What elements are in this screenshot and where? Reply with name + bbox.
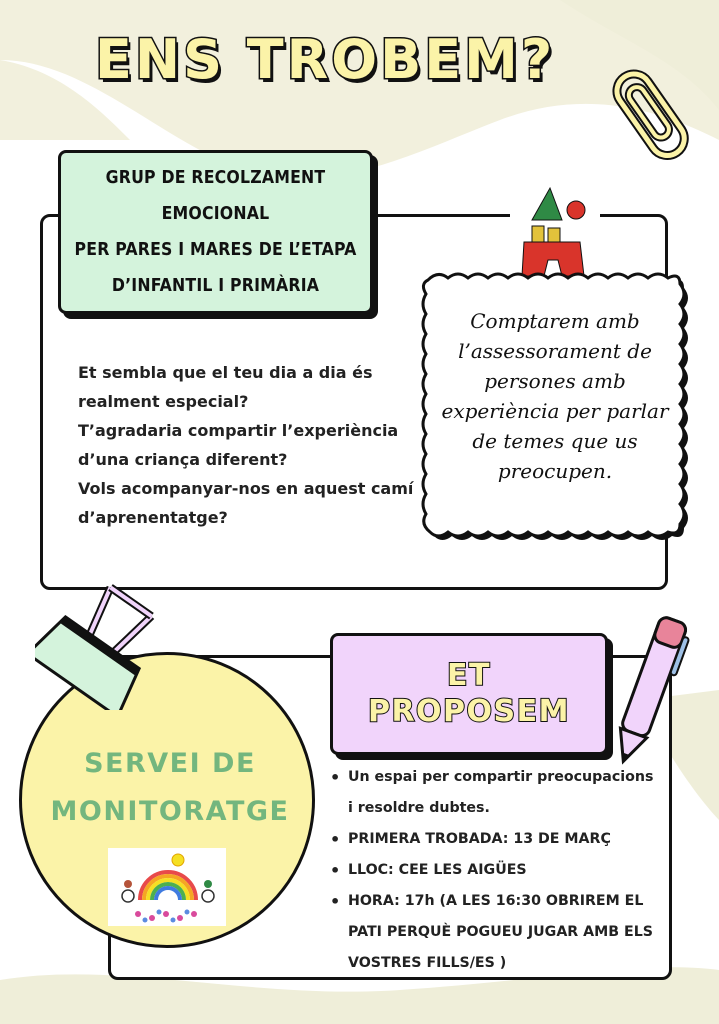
intro-line: T’agradaria compartir l’experiència d’una criança diferent? (78, 421, 399, 469)
binder-clip-icon (35, 582, 165, 710)
details-list (330, 762, 660, 979)
intro-line: Et sembla que el teu dia a dia és realment especial? (78, 363, 373, 411)
list-item: • Un espai per compartir preocupacions i resoldre dubtes. (330, 762, 660, 824)
list-item: • LLOC: CEE LES AIGÜES (330, 855, 660, 886)
rainbow-illustration-icon (108, 848, 226, 926)
propose-line2: PROPOSEM (367, 694, 571, 729)
propose-line1: ET (447, 658, 491, 693)
service-title: SERVEI DE MONITORATGE (50, 748, 290, 827)
pen-icon (600, 598, 700, 778)
group-title-box (58, 150, 373, 314)
paperclip-icon (612, 60, 692, 170)
intro-line: Vols acompanyar-nos en aquest camí d’aprenentatge? (78, 479, 414, 527)
intro-questions (78, 358, 418, 532)
group-title-text: GRUP DE RECOLZAMENT EMOCIONAL PER PARES I MARES DE L’ETAPA D’INFANTIL I PRIMÀRIA (74, 168, 357, 296)
list-item: • PRIMERA TROBADA: 13 DE MARÇ (330, 824, 660, 855)
house-logo-icon (510, 180, 600, 280)
page-title: ENS TROBEM? (95, 28, 556, 91)
advice-text: Comptarem amb l’assessorament de persones amb experiència per parlar de temes que us preocupen. (441, 309, 669, 483)
propose-box (330, 633, 608, 755)
list-item: • HORA: 17h (A LES 16:30 OBRIREM EL PATI PERQUÈ POGUEU JUGAR AMB ELS VOSTRES FILLS/ES ) (330, 886, 660, 979)
